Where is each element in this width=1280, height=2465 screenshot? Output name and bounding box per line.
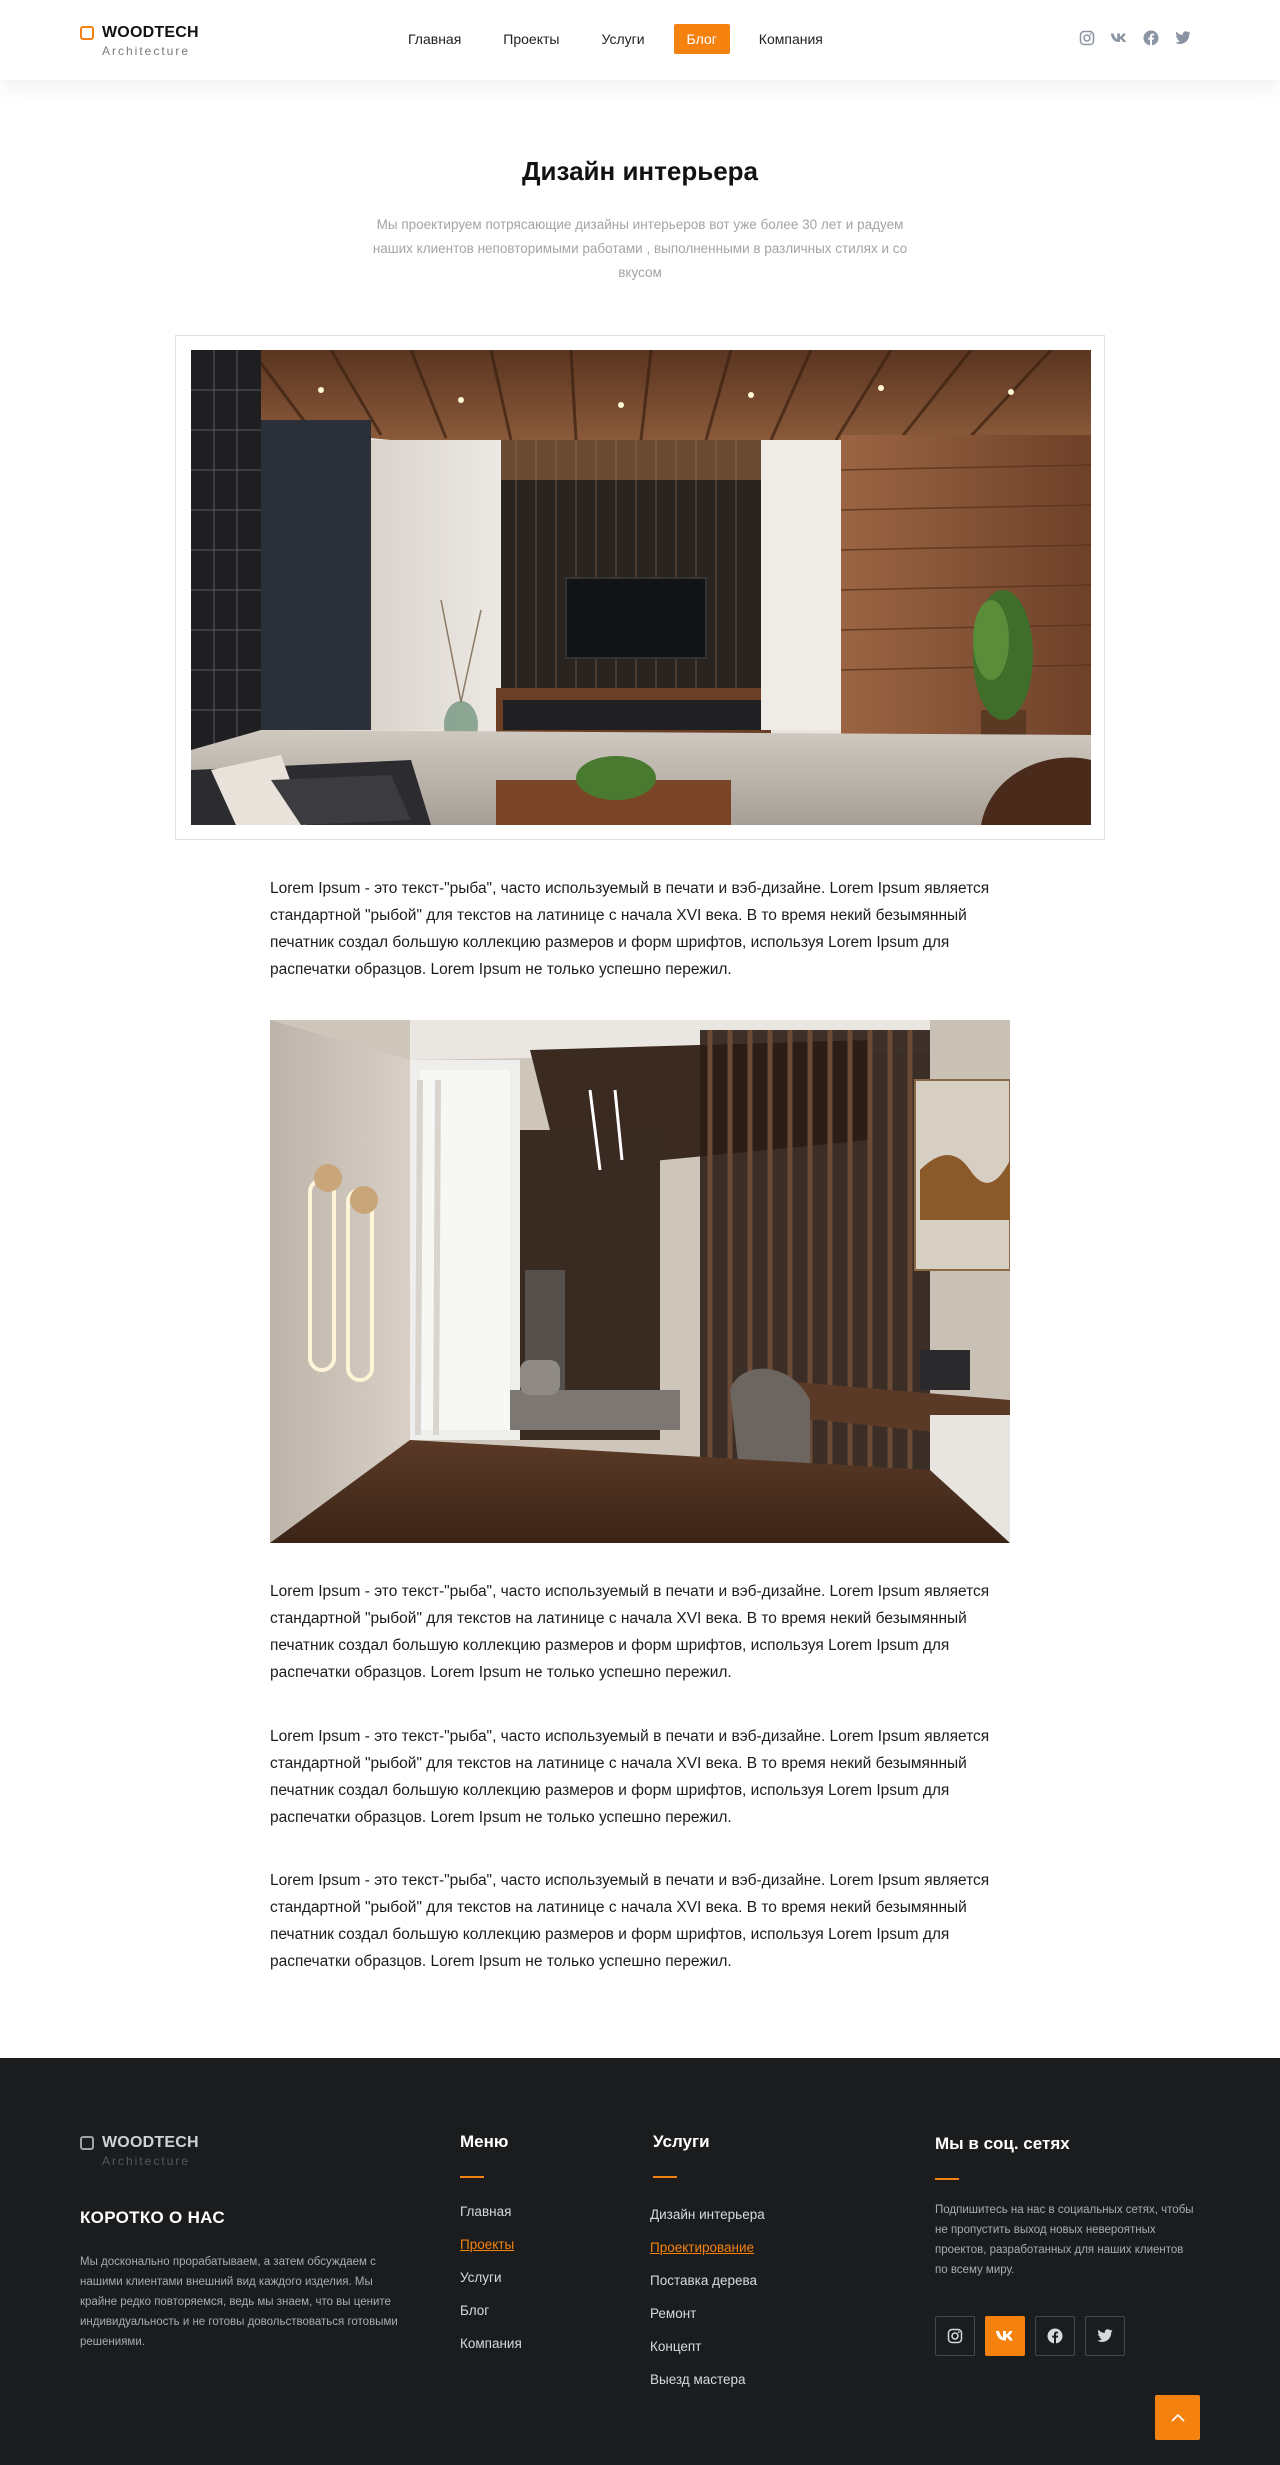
footer-social-underline [935,2178,959,2180]
site-header [0,0,1280,80]
about-text: Мы досконально прорабатываем, а затем обсуждаем с нашими клиентами внешний вид каждого изделия. Мы крайне редко повторяемся, ведь мы знаем, что вы цените индивидуальность и не готовы довольствоваться готовыми решениями. [80,2256,398,2348]
footer-menu-blog[interactable]: Блог [460,2303,490,2318]
footer-service-wood[interactable]: Поставка дерева [650,2273,758,2288]
footer-social-links [935,2316,1125,2356]
vk-icon[interactable] [985,2316,1025,2356]
nav-item-home[interactable]: Главная [408,31,462,47]
footer-logo-name: WOODTECH [102,2134,199,2151]
facebook-icon[interactable] [1142,29,1160,47]
header-social-links [1078,29,1192,47]
footer-service-repair[interactable]: Ремонт [650,2306,697,2321]
footer-menu-company[interactable]: Компания [460,2336,522,2351]
nav-item-services[interactable]: Услуги [601,31,645,47]
about-title: КОРОТКО О НАС [80,2208,225,2227]
article-paragraph-2: Lorem Ipsum - это текст-"рыба", часто используемый в печати и вэб-дизайне. Lorem Ipsum является стандартной "рыбой" для текстов на латинице с начала XVI века. В то время некий безымянный печатник создал большую коллекцию размеров и форм шрифтов, используя Lorem Ipsum для распечатки образцов. Lorem Ipsum не только успешно пережил. [270,1583,990,1681]
footer-service-interior[interactable]: Дизайн интерьера [650,2207,765,2222]
scroll-to-top-button[interactable] [1155,2395,1200,2440]
article-paragraph-1: Lorem Ipsum - это текст-"рыба", часто используемый в печати и вэб-дизайне. Lorem Ipsum является стандартной "рыбой" для текстов на латинице с начала XVI века. В то время некий безымянный печатник создал большую коллекцию размеров и форм шрифтов, используя Lorem Ipsum для распечатки образцов. Lorem Ipsum не только успешно пережил. [270,880,990,978]
instagram-icon[interactable] [935,2316,975,2356]
page-title: Дизайн интерьера [521,156,758,186]
footer-logo-subtitle: Architecture [102,2154,191,2168]
twitter-icon[interactable] [1174,29,1192,47]
logo-square-icon [80,26,94,40]
hero-image-frame [175,335,1105,840]
twitter-icon[interactable] [1085,2316,1125,2356]
logo-subtitle: Architecture [102,44,191,58]
footer-menu-underline [460,2176,484,2178]
footer-menu-services[interactable]: Услуги [460,2270,502,2285]
living-room-image [191,350,1091,825]
article-paragraph-4: Lorem Ipsum - это текст-"рыба", часто используемый в печати и вэб-дизайне. Lorem Ipsum является стандартной "рыбой" для текстов на латинице с начала XVI века. В то время некий безымянный печатник создал большую коллекцию размеров и форм шрифтов, используя Lorem Ipsum для распечатки образцов. Lorem Ipsum не только успешно пережил. [270,1872,990,1970]
footer-service-concept[interactable]: Концепт [650,2339,702,2354]
vk-icon[interactable] [1110,29,1128,47]
logo-square-icon [80,2136,94,2150]
instagram-icon[interactable] [1078,29,1096,47]
footer-menu-title: Меню [460,2132,509,2151]
chevron-up-icon [1170,2413,1186,2423]
footer-menu-projects[interactable]: Проекты [460,2237,515,2252]
article-paragraph-3: Lorem Ipsum - это текст-"рыба", часто используемый в печати и вэб-дизайне. Lorem Ipsum является стандартной "рыбой" для текстов на латинице с начала XVI века. В то время некий безымянный печатник создал большую коллекцию размеров и форм шрифтов, используя Lorem Ipsum для распечатки образцов. Lorem Ipsum не только успешно пережил. [270,1728,990,1826]
logo-name: WOODTECH [102,24,199,41]
nav-item-blog[interactable]: Блог [674,24,730,54]
footer-service-design[interactable]: Проектирование [650,2240,755,2255]
bedroom-office-image [270,1020,1010,1543]
nav-item-projects[interactable]: Проекты [503,31,560,47]
main-nav [395,24,836,54]
intro-text: Мы проектируем потрясающие дизайны интерьеров вот уже более 30 лет и радуем наших клиентов неповторимыми работами , выполненными в различных стилях и со вкусом [372,217,908,280]
facebook-icon[interactable] [1035,2316,1075,2356]
footer-services-title: Услуги [653,2132,710,2151]
footer-services-underline [653,2176,677,2178]
site-footer [0,2058,1280,2465]
footer-social-text: Подпишитесь на нас в социальных сетях, чтобы не пропустить выход новых невероятных проектов, разработанных для наших клиентов по всему миру. [935,2204,1194,2276]
footer-services-list [650,2205,765,2403]
footer-social-title: Мы в соц. сетях [935,2134,1070,2153]
footer-service-visit[interactable]: Выезд мастера [650,2372,746,2387]
footer-menu-home[interactable]: Главная [460,2204,512,2219]
nav-item-company[interactable]: Компания [758,31,823,47]
footer-menu-list [460,2202,522,2367]
